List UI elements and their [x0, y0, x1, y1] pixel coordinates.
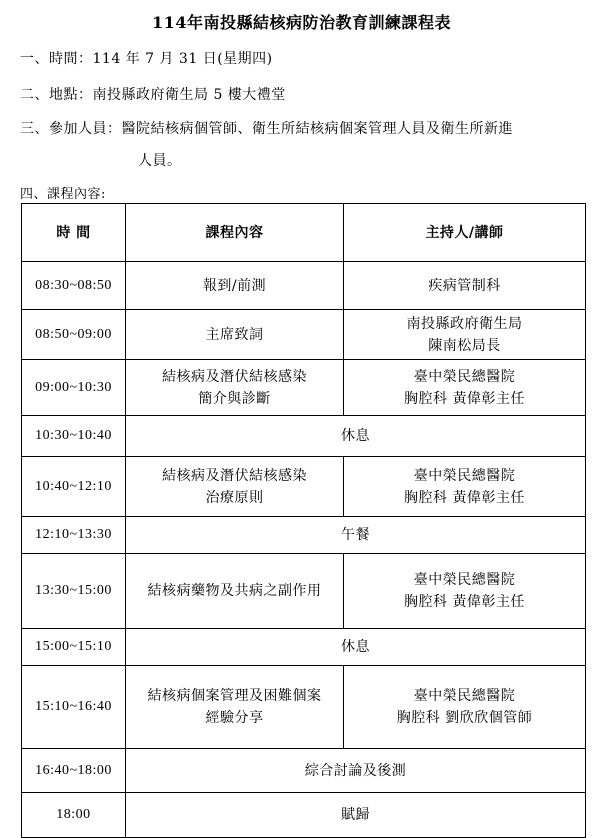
table-header-row [22, 204, 586, 262]
cell-merged: 休息 [126, 416, 586, 457]
table-row [22, 310, 586, 360]
content-line: 結核病及潛伏結核感染 [162, 368, 307, 385]
cell-time: 13:30~15:00 [22, 554, 126, 629]
table-row [22, 793, 586, 838]
content-line: 結核病藥物及共病之副作用 [147, 583, 322, 599]
host-line: 胸腔科 黃偉彰主任 [404, 594, 525, 610]
cell-time: 16:40~18:00 [22, 749, 126, 793]
schedule-table [21, 203, 586, 838]
table-row [22, 666, 586, 749]
cell-host [344, 554, 586, 629]
table-row [22, 629, 586, 666]
host-line: 臺中榮民總醫院 [413, 572, 516, 588]
cell-host [344, 457, 586, 517]
section-label: 四、課程內容: [20, 187, 106, 202]
info-date: 一、時間：114 年 7 月 31 日(星期四) [20, 51, 273, 67]
schedule-body [22, 262, 586, 838]
cell-time: 12:10~13:30 [22, 517, 126, 554]
table-row [22, 360, 586, 416]
table-row [22, 517, 586, 554]
host-line: 南投縣政府衛生局 [406, 315, 523, 332]
cell-merged: 賦歸 [126, 793, 586, 838]
content-line: 主席致詞 [205, 326, 264, 343]
cell-time: 10:40~12:10 [22, 457, 126, 517]
cell-host [344, 262, 586, 310]
info-participants: 三、參加人員：醫院結核病個管師、衛生所結核病個案管理人員及衛生所新進 [20, 121, 513, 137]
info-location: 二、地點：南投縣政府衛生局 5 樓大禮堂 [20, 87, 286, 103]
info-participants-continued: 人員。 [138, 153, 182, 169]
cell-time: 18:00 [22, 793, 126, 838]
content-line: 結核病個案管理及困難個案 [147, 688, 322, 704]
table-row [22, 262, 586, 310]
page-title: 114年南投縣結核病防治教育訓練課程表 [152, 13, 451, 32]
cell-time: 08:50~09:00 [22, 310, 126, 360]
cell-merged: 休息 [126, 629, 586, 666]
host-line: 疾病管制科 [428, 277, 501, 294]
header-host: 主持人/講師 [344, 204, 586, 262]
cell-time: 08:30~08:50 [22, 262, 126, 310]
cell-host [344, 310, 586, 360]
cell-time: 15:10~16:40 [22, 666, 126, 749]
table-row [22, 416, 586, 457]
cell-content [126, 457, 344, 517]
cell-host [344, 666, 586, 749]
content-line: 經驗分享 [205, 710, 264, 726]
table-row [22, 749, 586, 793]
content-line: 治療原則 [205, 489, 264, 506]
header-time: 時 間 [22, 204, 126, 262]
cell-content [126, 666, 344, 749]
host-line: 臺中榮民總醫院 [413, 368, 516, 385]
host-line: 胸腔科 黃偉彰主任 [404, 390, 525, 407]
cell-merged: 綜合討論及後測 [126, 749, 586, 793]
header-content: 課程內容 [126, 204, 344, 262]
cell-time: 09:00~10:30 [22, 360, 126, 416]
host-line: 胸腔科 劉欣欣個管師 [396, 710, 533, 726]
cell-content [126, 554, 344, 629]
table-row [22, 457, 586, 517]
cell-merged: 午餐 [126, 517, 586, 554]
cell-content [126, 310, 344, 360]
content-line: 報到/前測 [202, 277, 267, 294]
cell-time: 10:30~10:40 [22, 416, 126, 457]
cell-content [126, 262, 344, 310]
content-line: 結核病及潛伏結核感染 [162, 467, 307, 484]
host-line: 陳南松局長 [428, 337, 501, 354]
content-line: 簡介與診斷 [198, 390, 271, 407]
cell-content [126, 360, 344, 416]
host-line: 臺中榮民總醫院 [413, 467, 516, 484]
table-row [22, 554, 586, 629]
host-line: 臺中榮民總醫院 [413, 688, 516, 704]
host-line: 胸腔科 黃偉彰主任 [404, 489, 525, 506]
cell-time: 15:00~15:10 [22, 629, 126, 666]
cell-host [344, 360, 586, 416]
